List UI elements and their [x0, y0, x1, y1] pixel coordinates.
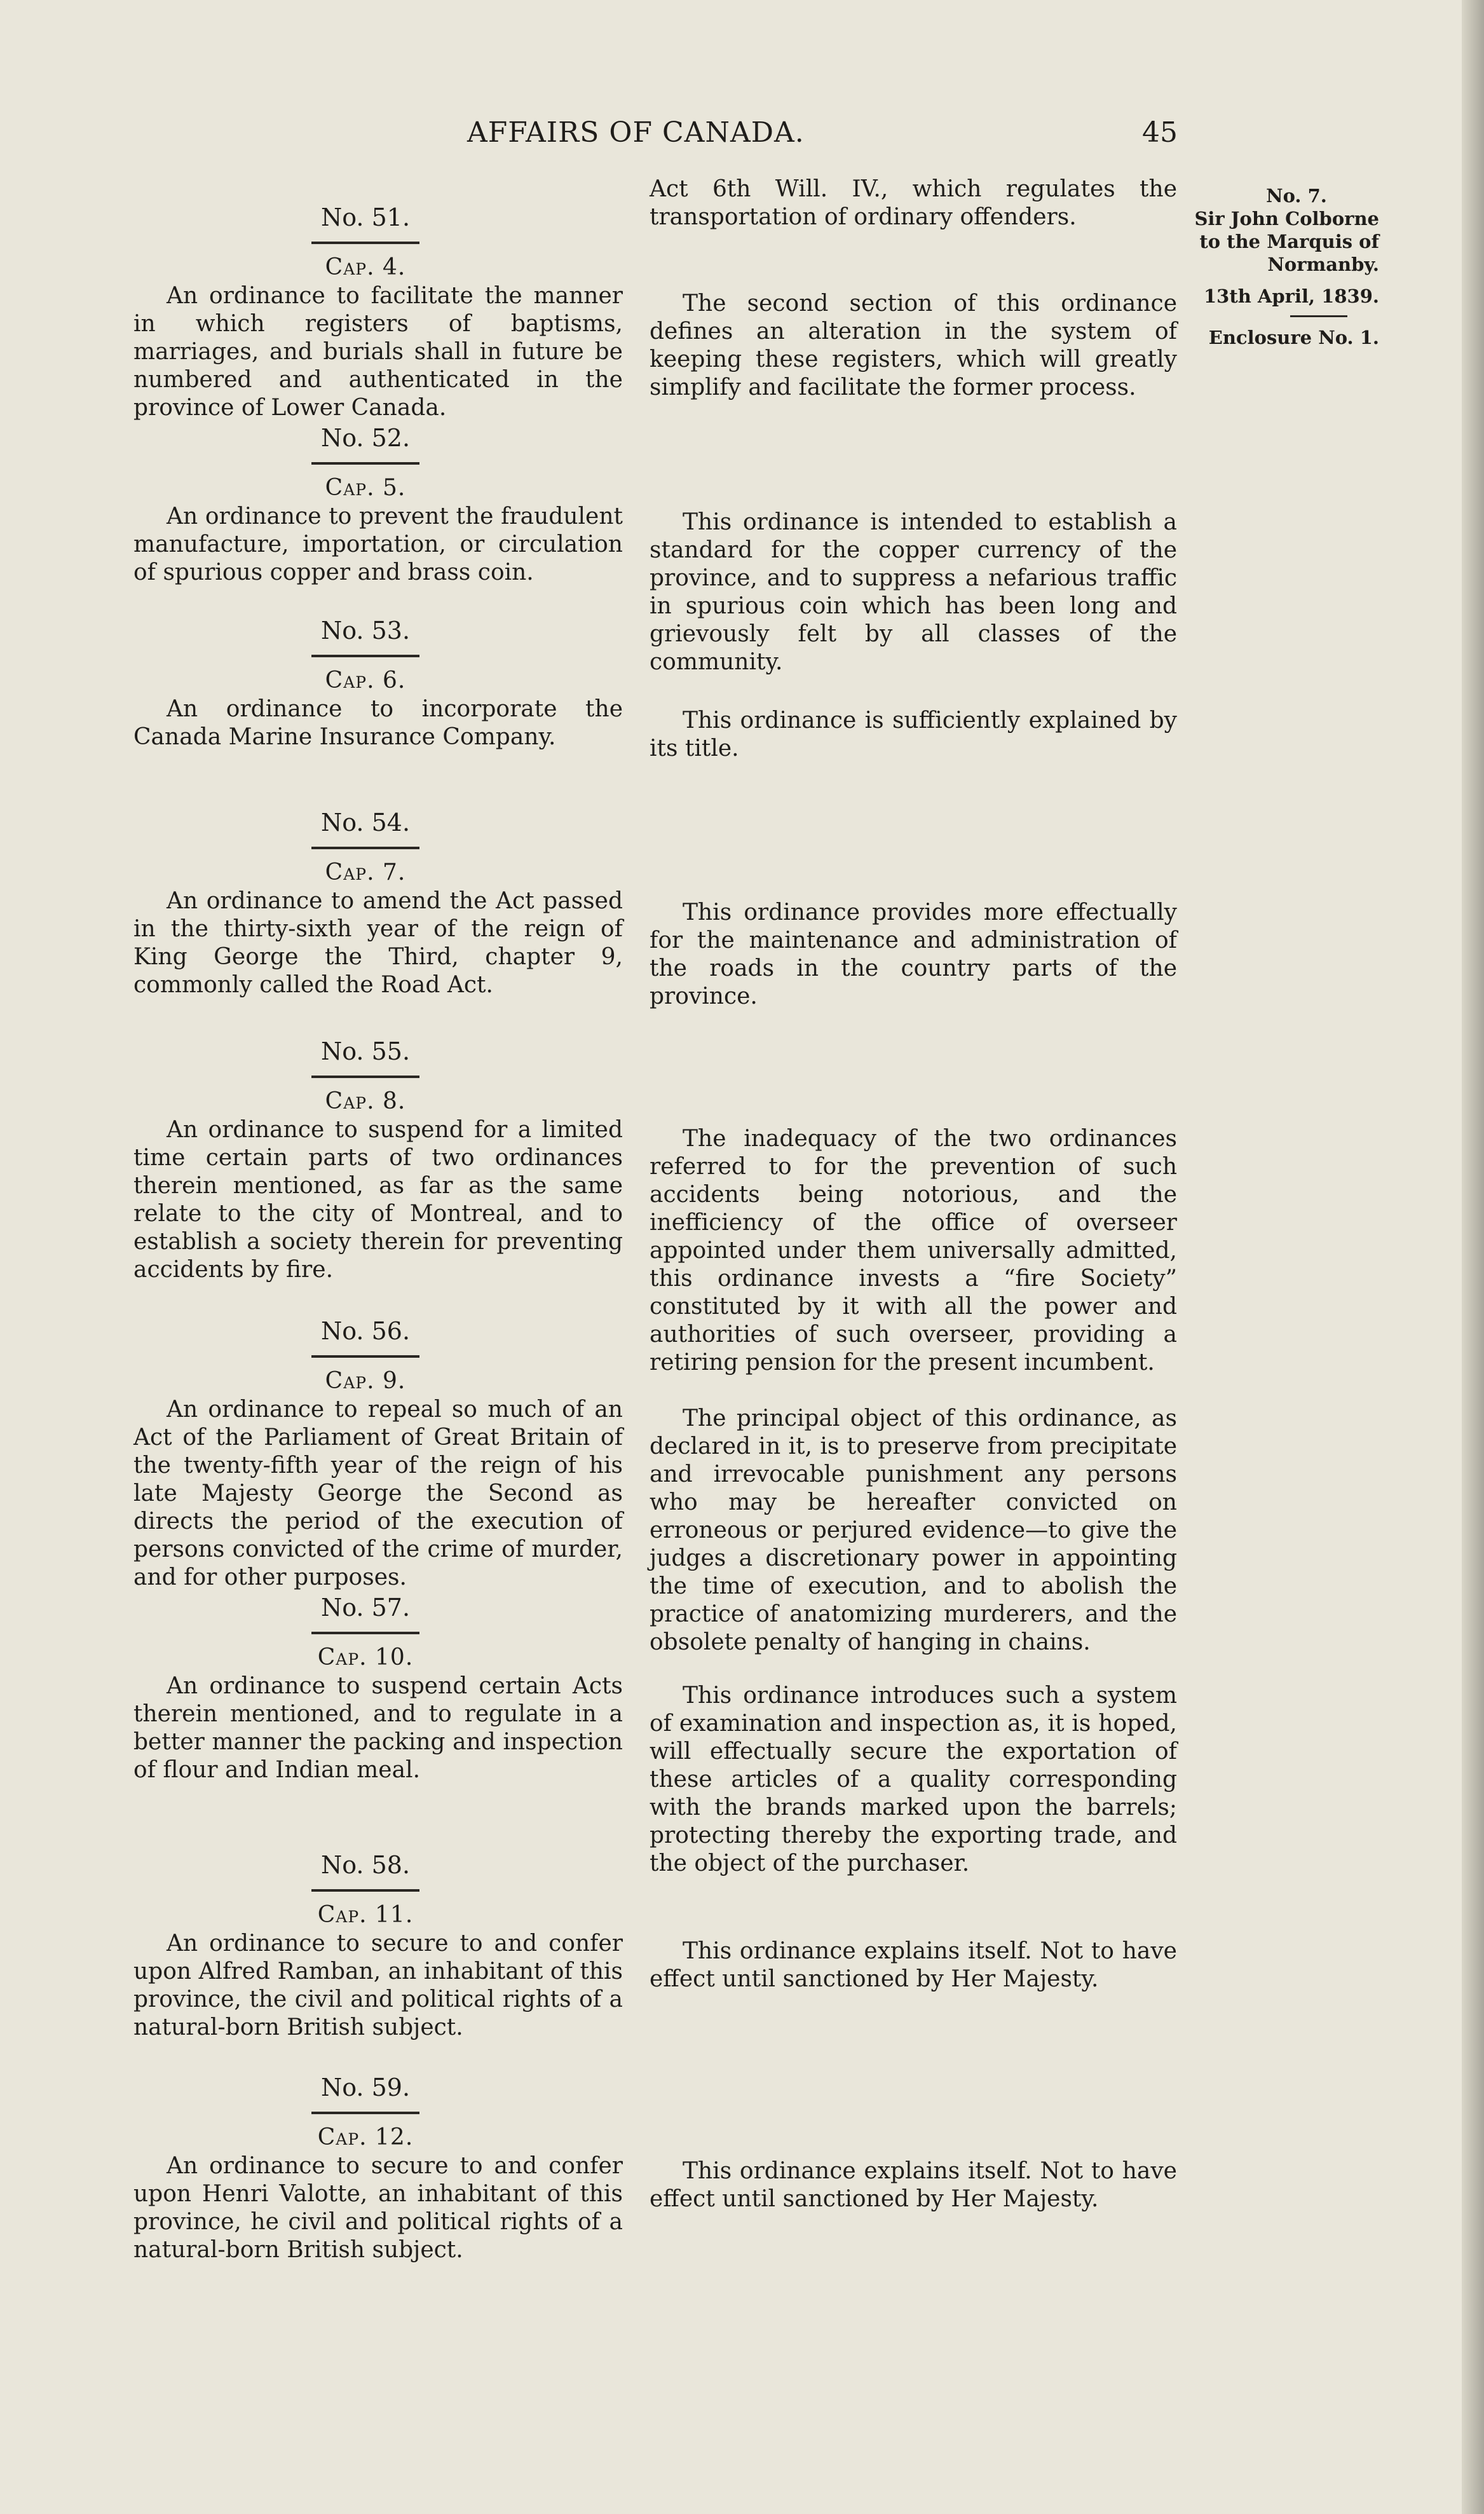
- ordinance-title: An ordinance to suspend for a limited time certain parts of two ordinances therein mentioned, as far as the same relate to the city of Montreal, and to establish a society therein for preventing accidents by fire.: [133, 1117, 623, 1283]
- entry-57: [133, 1592, 623, 1784]
- divider: [311, 1889, 419, 1892]
- remark-continuation: Act 6th Will. IV., which regulates the transportation of ordinary offenders.: [650, 176, 1177, 230]
- entry-number: No. 58.: [320, 1851, 411, 1879]
- remark-57: This ordinance introduces such a system of examination and inspection as, it is hoped, will effectually secure the exportation of these articles of a quality corresponding with the brands marked upon the barrels; protecting thereby the exporting trade, and the object of the purchaser.: [650, 1683, 1177, 1876]
- divider: [311, 655, 419, 657]
- divider: [311, 242, 419, 244]
- ordinance-title: An ordinance to repeal so much of an Act of the Parliament of Great Britain of the twenty-fifth year of the reign of his late Majesty George the Second as directs the period of the execution of persons convicted of the crime of murder, and for other purposes.: [133, 1397, 623, 1590]
- entry-51: [133, 202, 623, 422]
- remark-56: The principal object of this ordinance, as declared in it, is to preserve from precipitate and irrevocable punishment any persons who may be hereafter convicted on erroneous or perjured evidence—to give the judges a discretionary power in appointing the time of execution, and to abolish the practice of anatomizing murderers, and the obsolete penalty of hanging in chains.: [650, 1405, 1177, 1655]
- running-title: AFFAIRS OF CANADA.: [467, 116, 805, 149]
- despatch-date: 13th April, 1839.: [1203, 285, 1379, 307]
- entry-number: No. 51.: [320, 203, 411, 231]
- entry-52: [133, 423, 623, 587]
- entry-number: No. 52.: [320, 424, 411, 452]
- divider: [311, 462, 419, 465]
- entry-number: No. 56.: [320, 1317, 411, 1345]
- book-gutter: [1462, 0, 1484, 2514]
- remark-58: This ordinance explains itself. Not to have effect until sanctioned by Her Majesty.: [650, 1938, 1177, 1992]
- remark-55: The inadequacy of the two ordinances referred to for the prevention of such accidents being notorious, and the inefficiency of the office of overseer appointed under them universally admitted, this ordinance invests a “fire Society” constituted by it with all the power and authorities of such overseer, providing a retiring pension for the present incumbent.: [650, 1126, 1177, 1376]
- divider: [311, 2112, 419, 2114]
- entry-number: No. 53.: [320, 617, 411, 645]
- chapter-heading: Cap. 10.: [317, 1644, 414, 1670]
- despatch-number: No. 7.: [1266, 185, 1327, 207]
- chapter-heading: Cap. 9.: [325, 1368, 406, 1394]
- divider: [1290, 315, 1347, 317]
- margin-line-name: Normanby.: [1267, 254, 1379, 275]
- entry-number: No. 55.: [320, 1037, 411, 1065]
- entry-56: [133, 1316, 623, 1592]
- enclosure-label: Enclosure No. 1.: [1208, 327, 1379, 348]
- chapter-heading: Cap. 7.: [325, 859, 406, 885]
- divider: [311, 1355, 419, 1358]
- chapter-heading: Cap. 4.: [325, 254, 406, 280]
- chapter-heading: Cap. 11.: [317, 1902, 414, 1928]
- ordinance-title: An ordinance to suspend certain Acts therein mentioned, and to regulate in a better manner the packing and inspection of flour and Indian meal.: [133, 1673, 623, 1783]
- ordinance-title: An ordinance to facilitate the manner in which registers of baptisms, marriages, and burials shall in future be numbered and authenticated in the province of Lower Canada.: [133, 283, 623, 421]
- ordinance-title: An ordinance to amend the Act passed in the thirty-sixth year of the reign of King George the Third, chapter 9, commonly called the Road Act.: [133, 888, 623, 998]
- entry-number: No. 59.: [320, 2073, 411, 2101]
- margin-line-to: to the Marquis of: [1199, 231, 1379, 252]
- entry-53: [133, 615, 623, 751]
- entry-54: [133, 807, 623, 999]
- ordinance-title: An ordinance to incorporate the Canada Marine Insurance Company.: [133, 696, 623, 750]
- divider: [311, 847, 419, 849]
- entry-55: [133, 1036, 623, 1284]
- ordinance-title: An ordinance to secure to and confer upon Henri Valotte, an inhabitant of this province, he civil and political rights of a natural-born British subject.: [133, 2153, 623, 2263]
- ordinance-title: An ordinance to secure to and confer upon Alfred Ramban, an inhabitant of this province, the civil and political rights of a natural-born British subject.: [133, 1930, 623, 2040]
- margin-line-from: Sir John Colborne: [1194, 208, 1379, 229]
- entry-number: No. 54.: [320, 809, 411, 837]
- remark-53: This ordinance is sufficiently explained by its title.: [650, 707, 1177, 762]
- ordinance-title: An ordinance to prevent the fraudulent manufacture, importation, or circulation of spurious copper and brass coin.: [133, 503, 623, 585]
- remark-51: The second section of this ordinance defines an alteration in the system of keeping these registers, which will greatly simplify and facilitate the former process.: [650, 290, 1177, 400]
- chapter-heading: Cap. 6.: [325, 667, 406, 693]
- remark-59: This ordinance explains itself. Not to have effect until sanctioned by Her Majesty.: [650, 2158, 1177, 2212]
- remark-52: This ordinance is intended to establish a standard for the copper currency of the province, and to suppress a nefarious traffic in spurious coin which has been long and grievously felt by all classes of the community.: [650, 509, 1177, 675]
- divider: [311, 1076, 419, 1078]
- chapter-heading: Cap. 5.: [325, 475, 406, 501]
- chapter-heading: Cap. 8.: [325, 1088, 406, 1114]
- entry-number: No. 57.: [320, 1594, 411, 1622]
- remark-54: This ordinance provides more effectually for the maintenance and administration of the roads in the country parts of the province.: [650, 899, 1177, 1009]
- chapter-heading: Cap. 12.: [317, 2124, 414, 2150]
- entry-58: [133, 1850, 623, 2042]
- margin-note: [1188, 184, 1379, 349]
- divider: [311, 1632, 419, 1634]
- page-number: 45: [1142, 116, 1178, 149]
- entry-59: [133, 2072, 623, 2264]
